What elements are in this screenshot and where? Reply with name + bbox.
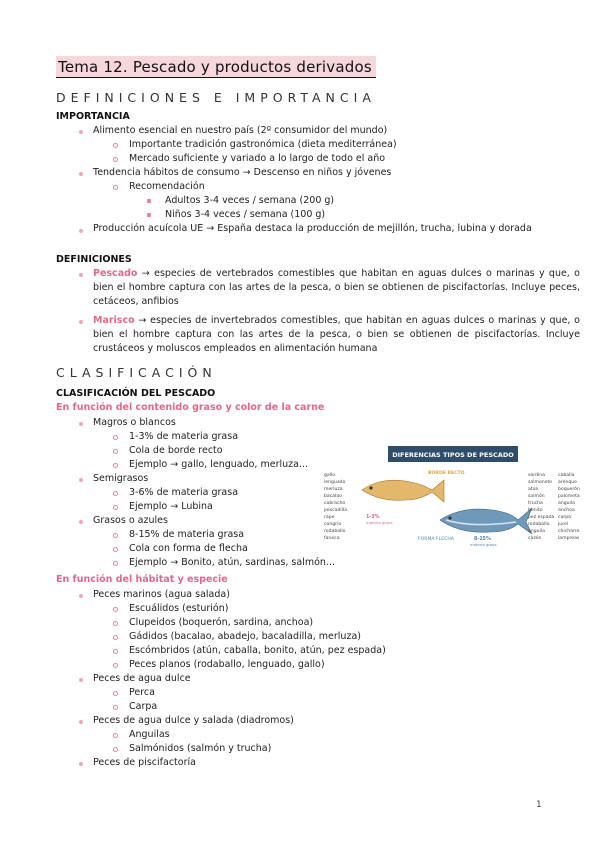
list-item: Ejemplo → Lubina (129, 501, 213, 512)
bullet (79, 422, 83, 426)
bullet (113, 663, 118, 668)
list-item: Tendencia hábitos de consumo → Descenso en niños y jóvenes (93, 167, 392, 178)
definition-pescado (93, 267, 580, 309)
bullet (113, 621, 118, 626)
right-list-item: rodaballo (528, 522, 550, 527)
list-item: Importante tradición gastronómica (dieta mediterránea) (129, 139, 397, 150)
bullet (79, 229, 83, 233)
left-list-item: bacalao (324, 494, 342, 499)
list-item: Peces marinos (agua salada) (93, 589, 230, 600)
keyword-marisco: Marisco (93, 315, 135, 326)
heading-clasificacion: CLASIFICACIÓN DEL PESCADO (56, 388, 216, 399)
bullet (113, 463, 118, 468)
bullet (113, 547, 118, 552)
left-list-item: rape (324, 515, 335, 520)
bullet (113, 561, 118, 566)
list-item: Grasos o azules (93, 515, 168, 526)
list-item: Semigrasos (93, 473, 149, 484)
bullet (147, 199, 151, 203)
right-list-item: atún (528, 487, 539, 492)
keyword-pescado: Pescado (93, 268, 138, 279)
list-item: Mercado suficiente y variado a lo largo de todo el año (129, 153, 386, 164)
bullet (113, 607, 118, 612)
right-fish-list-1 (528, 472, 554, 541)
list-item: Peces planos (rodaballo, lenguado, gallo) (129, 659, 325, 670)
right-list-item: carpa (558, 515, 571, 520)
right-list-item: cazón (528, 536, 542, 541)
definition-marisco (93, 314, 580, 356)
section-heading-clasificacion: CLASIFICACIÓN (56, 365, 217, 380)
bullet (113, 185, 118, 190)
bullet (79, 594, 83, 598)
bullet (79, 762, 83, 766)
list-item: Anguilas (129, 729, 170, 740)
heading-importancia: IMPORTANCIA (56, 111, 130, 122)
right-list-item: lampreas (558, 536, 580, 541)
right-list-item: palometa (558, 494, 580, 499)
bullet (79, 172, 83, 176)
bullet (113, 533, 118, 538)
left-list-item: rodaballo (324, 529, 346, 534)
definition-text: → especies de vertebrados comestibles que habitan en aguas dulces o marinas y que, o bien el hombre captura con las artes de la pesca, o bien se obtienen de piscifactorías. Incluye peces, cetáceos, anfibios (93, 268, 580, 307)
figure-title: DIFERENCIAS TIPOS DE PESCADO (392, 451, 514, 459)
right-list-item: salmón (528, 494, 545, 499)
bullet (113, 691, 118, 696)
blue-fish-icon (440, 508, 532, 534)
list-item: Escómbridos (atún, caballa, bonito, atún, pez espada) (129, 645, 386, 656)
left-list-item: faneca (324, 536, 340, 541)
list-item: Niños 3-4 veces / semana (100 g) (165, 209, 326, 220)
right-list-item: anguila (558, 501, 575, 506)
bullet (147, 213, 151, 217)
label-borde-recto: BORDE RECTO (428, 471, 465, 476)
bullet (113, 435, 118, 440)
label-azul-pct: 8-15% (474, 537, 491, 542)
bullet (79, 320, 83, 324)
label-azul-txt: materia grasa (470, 542, 497, 547)
bullet (79, 478, 83, 482)
left-fish-list (324, 472, 347, 541)
right-list-item: sardina (528, 473, 545, 478)
left-list-item: merluza (324, 487, 343, 492)
list-item: Cola con forma de flecha (129, 543, 248, 554)
list-item: Clupeidos (boquerón, sardina, anchoa) (129, 617, 314, 628)
bullet (79, 678, 83, 682)
right-list-item: anguila (528, 529, 545, 534)
bullet (113, 649, 118, 654)
section-heading-definiciones: DEFINICIONES E IMPORTANCIA (56, 90, 376, 105)
white-fish-icon (362, 480, 444, 502)
label-blanco-pct: 1-3% (366, 515, 380, 520)
list-item: Peces de agua dulce y salada (diadromos) (93, 715, 294, 726)
fish-eye-icon (448, 516, 451, 519)
left-list-item: lenguado (324, 480, 346, 485)
list-item: Alimento esencial en nuestro país (2º consumidor del mundo) (93, 125, 388, 136)
left-list-item: gallo (324, 473, 336, 478)
bullet (113, 505, 118, 510)
left-list-item: congrio (324, 522, 342, 527)
bullet (113, 733, 118, 738)
bullet (79, 720, 83, 724)
bullet (113, 491, 118, 496)
bullet (79, 520, 83, 524)
right-list-item: boquerón (558, 487, 580, 492)
list-item: Peces de piscifactoría (93, 757, 196, 768)
bullet (79, 130, 83, 134)
label-blanco-txt: materia grasa (366, 520, 393, 525)
definition-text: → especies de invertebrados comestibles, que habitan en aguas dulces o marinas y que, o bien el hombre captura con las artes de la pesca, o bien se obtienen de piscifactorías. Incluye crustáceos y moluscos empleados en alimentación humana (93, 315, 580, 354)
bullet (113, 705, 118, 710)
right-list-item: arenque (558, 480, 577, 485)
list-item: Adultos 3-4 veces / semana (200 g) (165, 195, 335, 206)
right-list-item: caballa (558, 473, 575, 478)
bullet (79, 273, 83, 277)
fish-types-figure (322, 444, 584, 559)
fish-eye-icon (369, 486, 372, 489)
list-item: Recomendación (129, 181, 205, 192)
list-item: Perca (129, 687, 155, 698)
list-item: Peces de agua dulce (93, 673, 191, 684)
list-item: Gádidos (bacalao, abadejo, bacaladilla, merluza) (129, 631, 361, 642)
right-list-item: salmonete (528, 480, 553, 485)
left-list-item: cabracho (324, 501, 346, 506)
right-list-item: chicharro (558, 529, 580, 534)
list-item: Salmónidos (salmón y trucha) (129, 743, 272, 754)
title-block (56, 56, 376, 78)
heading-graso: En función del contenido graso y color de la carne (56, 402, 325, 413)
bullet (113, 157, 118, 162)
page-number: 1 (536, 800, 542, 810)
list-item: Cola de borde recto (129, 445, 223, 456)
list-item: 3-6% de materia grasa (129, 487, 239, 498)
heading-habitat: En función del hábitat y especie (56, 574, 228, 585)
right-list-item: bonito (528, 508, 543, 513)
left-list-item: pescadilla (324, 508, 348, 513)
right-list-item: trucha (528, 501, 543, 506)
right-fish-list-2 (557, 472, 580, 541)
right-list-item: anchoa (558, 508, 575, 513)
list-item: Escuálidos (esturión) (129, 603, 229, 614)
list-item: 8-15% de materia grasa (129, 529, 245, 540)
list-item: 1-3% de materia grasa (129, 431, 239, 442)
right-list-item: jurel (558, 522, 569, 527)
list-item: Ejemplo → gallo, lenguado, merluza... (129, 459, 308, 470)
bullet (113, 449, 118, 454)
page-title: Tema 12. Pescado y productos derivados (56, 56, 376, 78)
heading-definiciones: DEFINICIONES (56, 254, 132, 265)
bullet (113, 143, 118, 148)
list-item: Ejemplo → Bonito, atún, sardinas, salmón... (129, 557, 335, 568)
bullet (113, 635, 118, 640)
list-item: Magros o blancos (93, 417, 176, 428)
right-list-item: pez espada (528, 515, 555, 520)
bullet (113, 747, 118, 752)
list-item: Carpa (129, 701, 158, 712)
label-forma-flecha: FORMA FLECHA (418, 537, 454, 542)
list-item: Producción acuícola UE → España destaca la producción de mejillón, trucha, lubina y dorada (93, 223, 532, 234)
